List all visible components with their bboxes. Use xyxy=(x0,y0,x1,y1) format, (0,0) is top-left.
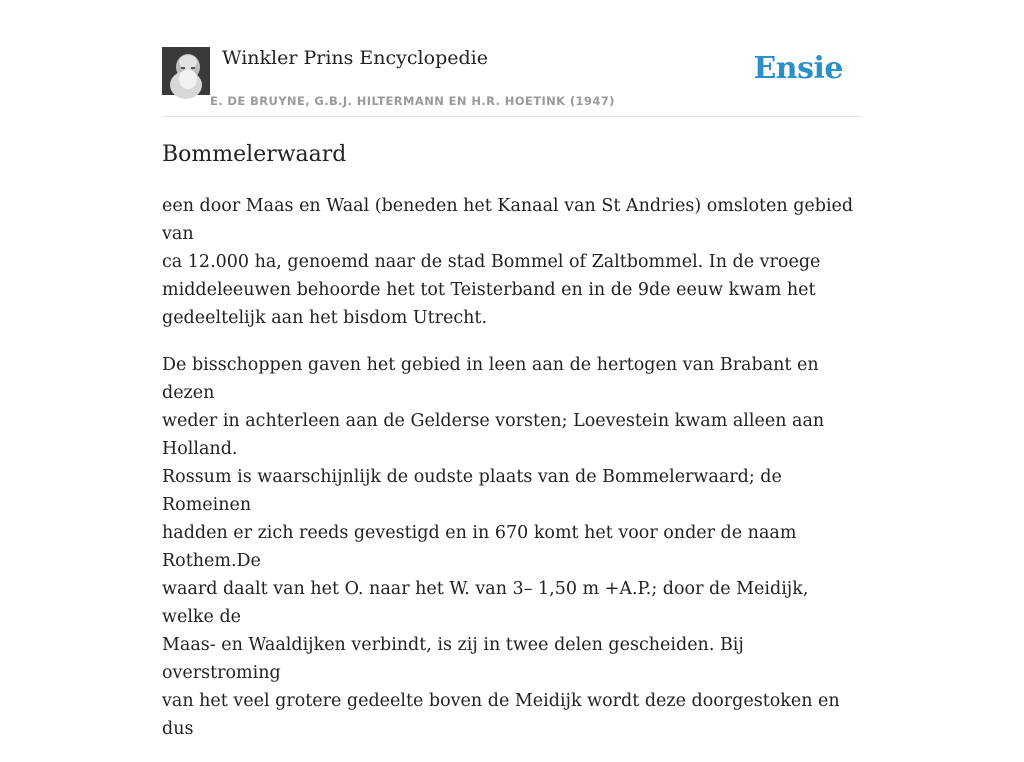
article-title: Bommelerwaard xyxy=(162,142,347,167)
book-title[interactable]: Winkler Prins Encyclopedie xyxy=(222,47,488,69)
article-paragraph: een door Maas en Waal (beneden het Kanaal van St Andries) omsloten gebied van ca 12.000 ha, genoemd naar de stad Bommel of Zaltbommel. In de vroege middeleeuwen behoorde het tot Teisterband en in de 9de eeuw kwam het gedeeltelijk aan het bisdom Utrecht. xyxy=(162,196,854,328)
header xyxy=(162,0,862,117)
article-paragraph: De bisschoppen gaven het gebied in leen aan de hertogen van Brabant en dezen weder in achterleen aan de Gelderse vorsten; Loevestein kwam alleen aan Holland. Rossum is waarschijnlijk de oudste plaats van de Bommelerwaard; de Romeinen hadden er zich reeds gevestigd en in 670 komt het voor onder de naam Rothem.De waard daalt van het O. naar het W. van 3– 1,50 m +A.P.; door de Meidijk, welke de Maas- en Waaldijken verbindt, is zij in twee delen gescheiden. Bij overstroming van het veel grotere gedeelte boven de Meidijk wordt deze doorgestoken en dus xyxy=(162,355,840,739)
book-authors: E. DE BRUYNE, G.B.J. HILTERMANN EN H.R. HOETINK (1947) xyxy=(210,94,615,108)
content-container xyxy=(162,0,862,739)
portrait-icon[interactable] xyxy=(162,47,210,95)
article-body xyxy=(162,192,862,762)
ensie-logo[interactable]: Ensie xyxy=(753,51,843,86)
